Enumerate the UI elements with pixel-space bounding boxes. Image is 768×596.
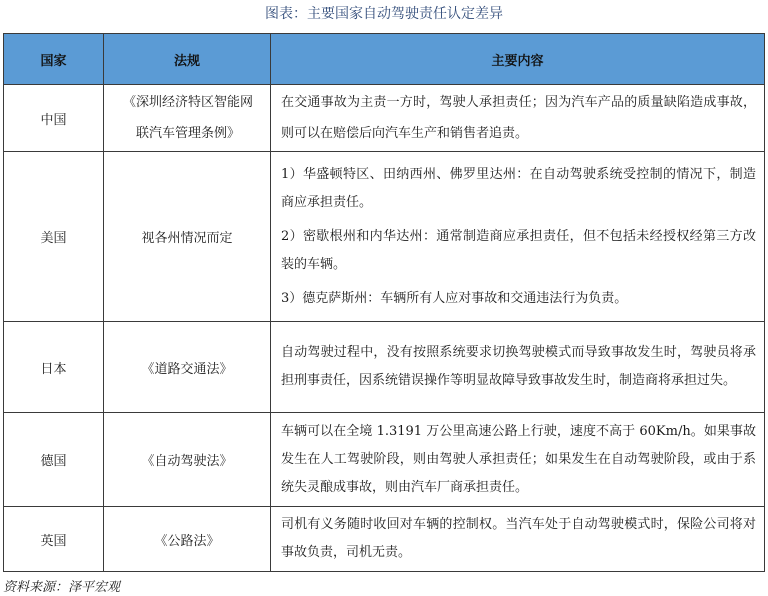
header-country: 国家 bbox=[4, 34, 104, 85]
law-cell: 《道路交通法》 bbox=[104, 322, 271, 413]
content-paragraph: 自动驾驶过程中，没有按照系统要求切换驾驶模式而导致事故发生时，驾驶员将承担刑事责任，因系统错误操作等明显故障导致事故发生时，制造商将承担过失。 bbox=[281, 345, 756, 388]
source-note: 资料来源：泽平宏观 bbox=[3, 580, 121, 595]
content-paragraph: 在交通事故为主责一方时，驾驶人承担责任；因为汽车产品的质量缺陷造成事故，则可以在赔偿后向汽车生产和销售者追责。 bbox=[281, 95, 756, 141]
table-row bbox=[4, 322, 765, 413]
country-cell: 美国 bbox=[4, 152, 104, 322]
law-cell: 《自动驾驶法》 bbox=[104, 413, 271, 507]
header-content: 主要内容 bbox=[271, 34, 765, 85]
table-row bbox=[4, 413, 765, 507]
content-cell bbox=[271, 85, 765, 152]
content-paragraph: 1）华盛顿特区、田纳西州、佛罗里达州：在自动驾驶系统受控制的情况下，制造商应承担责任。 bbox=[281, 166, 756, 210]
content-cell bbox=[271, 322, 765, 413]
table-row bbox=[4, 85, 765, 152]
content-cell bbox=[271, 507, 765, 572]
table-row bbox=[4, 152, 765, 322]
table-header-row bbox=[4, 34, 765, 85]
country-cell: 德国 bbox=[4, 413, 104, 507]
law-cell: 《深圳经济特区智能网联汽车管理条例》 bbox=[104, 85, 271, 152]
liability-table bbox=[3, 33, 765, 572]
country-cell: 中国 bbox=[4, 85, 104, 152]
content-cell bbox=[271, 413, 765, 507]
content-cell bbox=[271, 152, 765, 322]
content-paragraph: 2）密歇根州和内华达州：通常制造商应承担责任，但不包括未经授权经第三方改装的车辆。 bbox=[281, 228, 756, 272]
table-caption: 图表：主要国家自动驾驶责任认定差异 bbox=[265, 6, 503, 22]
law-cell: 视各州情况而定 bbox=[104, 152, 271, 322]
content-paragraph: 3）德克萨斯州：车辆所有人应对事故和交通违法行为负责。 bbox=[281, 290, 628, 306]
country-cell: 英国 bbox=[4, 507, 104, 572]
content-paragraph: 司机有义务随时收回对车辆的控制权。当汽车处于自动驾驶模式时，保险公司将对事故负责，司机无责。 bbox=[281, 517, 756, 560]
header-law: 法规 bbox=[104, 34, 271, 85]
content-paragraph: 车辆可以在全境 1.3191 万公里高速公路上行驶，速度不高于 60Km/h。如果事故发生在人工驾驶阶段，则由驾驶人承担责任；如果发生在自动驾驶阶段，或由于系统失灵酿成事故，则由汽车厂商承担责任。 bbox=[281, 423, 756, 495]
table-row bbox=[4, 507, 765, 572]
law-cell: 《公路法》 bbox=[104, 507, 271, 572]
country-cell: 日本 bbox=[4, 322, 104, 413]
